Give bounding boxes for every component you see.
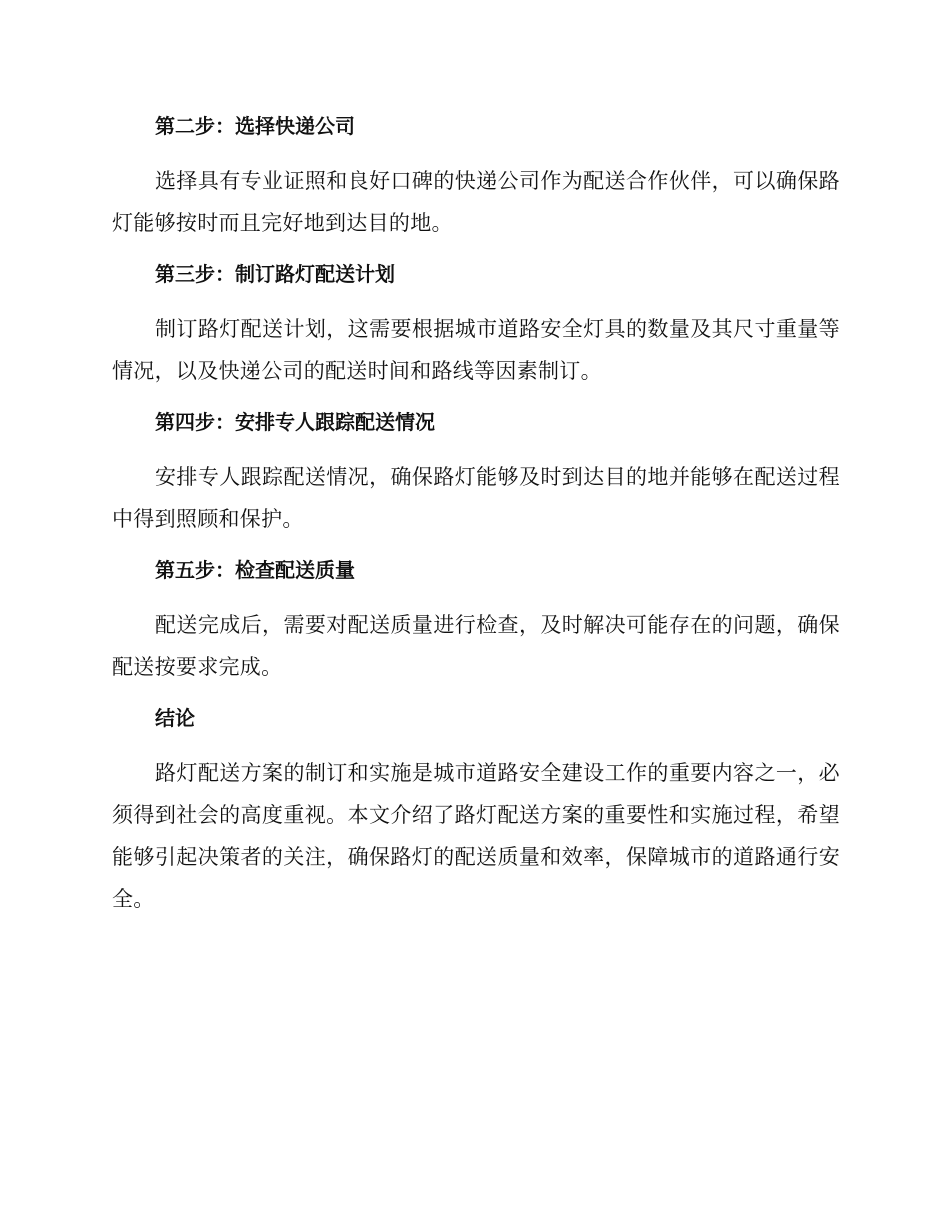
section-paragraph: 制订路灯配送计划，这需要根据城市道路安全灯具的数量及其尺寸重量等情况，以及快递公司的配送时间和路线等因素制订。 [112, 317, 840, 383]
section-paragraph: 安排专人跟踪配送情况，确保路灯能够及时到达目的地并能够在配送过程中得到照顾和保护。 [112, 465, 840, 531]
section-heading: 第三步：制订路灯配送计划 [155, 262, 395, 286]
section-paragraph: 配送完成后，需要对配送质量进行检查，及时解决可能存在的问题，确保配送按要求完成。 [112, 613, 840, 679]
section-heading: 第二步：选择快递公司 [155, 114, 355, 138]
section-step-5 [112, 552, 840, 688]
section-heading: 第四步：安排专人跟踪配送情况 [155, 410, 435, 434]
section-paragraph: 路灯配送方案的制订和实施是城市道路安全建设工作的重要内容之一，必须得到社会的高度重视。本文介绍了路灯配送方案的重要性和实施过程，希望能够引起决策者的关注，确保路灯的配送质量和效率，保障城市的道路通行安全。 [112, 761, 840, 911]
section-paragraph: 选择具有专业证照和良好口碑的快递公司作为配送合作伙伴，可以确保路灯能够按时而且完好地到达目的地。 [112, 169, 840, 235]
section-step-4 [112, 404, 840, 540]
section-step-3 [112, 256, 840, 392]
section-conclusion [112, 700, 840, 920]
section-heading: 第五步：检查配送质量 [155, 558, 355, 582]
section-heading: 结论 [155, 706, 195, 730]
section-step-2 [112, 108, 840, 244]
document-page [112, 108, 840, 932]
